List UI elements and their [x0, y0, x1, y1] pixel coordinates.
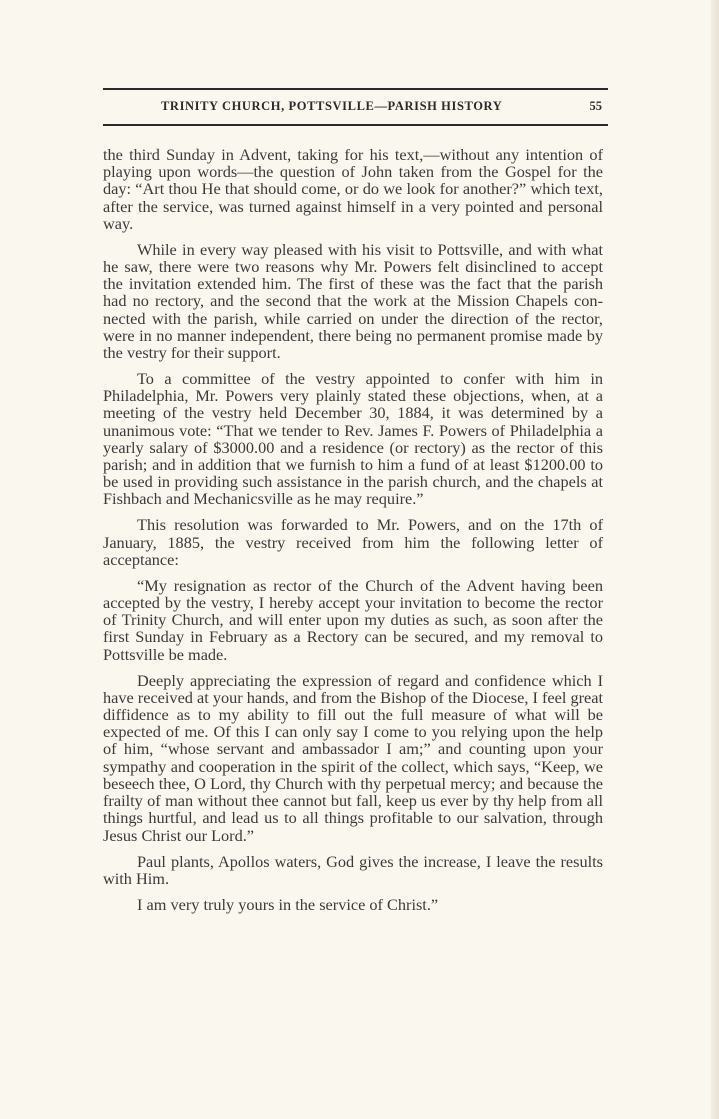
running-title: TRINITY CHURCH, POTTSVILLE—PARISH HISTORY — [161, 99, 503, 113]
letter-closing: I am very truly yours in the service of Christ.” — [137, 894, 439, 914]
header-top-rule — [103, 88, 608, 90]
paragraph-2: While in every way pleased with his visit to Pottsville, and with what he saw, there were two reasons why Mr. Powers felt disinclined to accept the invitation extended him. The first of these was the fact that the parish had no rectory, and the second that the work at the Mission Chapels connected with the parish, while carried on under the direction of the rector, were in no manner independent, there being no permanent promise made by the vestry for their support. — [103, 239, 603, 363]
letter-paragraph-1: “My resignation as rector of the Church of the Advent having been accepted by the vestry, I hereby accept your invitation to become the rector of Trinity Church, and will enter upon my duties as such, as soon after the first Sunday in February as a Rectory can be secured, and my removal to Pottsville be made. — [103, 575, 603, 664]
paragraph-3: To a committee of the vestry appointed to confer with him in Philadelphia, Mr. Powers very plainly stated these objections, when, at a meeting of the vestry held December 30, 1884, it was determined by a unanimous vote: “That we tender to Rev. James F. Powers of Philadelphia a yearly salary of $3000.00 and a residence (or rectory) as the rector of this parish; and in addition that we furnish to him a fund of at least $1200.00 to be used in providing such assistance in the parish church, and the chapels at Fishbach and Mechanicsville as he may require.” — [103, 369, 603, 509]
letter-paragraph-3: Paul plants, Apollos waters, God gives the increase, I leave the results with Him. — [103, 851, 603, 888]
letter-paragraph-2: Deeply appreciating the expression of regard and confidence which I have received at your hands, and from the Bishop of the Diocese, I feel great diffidence as to my ability to fill out the full measure of what will be expected of me. Of this I can only say I come to you relying upon the help of him, “whose servant and ambassador I am;” and counting upon your sympathy and cooperation in the spirit of the collect, which says, “Keep, we beseech thee, O Lord, thy Church with thy perpetual mercy; and because the frailty of man without thee cannot but fall, keep us ever by thy help from all things hurtful, and lead us to all things profitable to our salvation, through Jesus Christ our Lord.” — [103, 670, 604, 845]
page-number: 55 — [589, 99, 602, 113]
body-text — [103, 146, 603, 922]
paragraph-4: This resolution was forwarded to Mr. Powers, and on the 17th of January, 1885, the vestry received from him the following letter of acceptance: — [103, 515, 603, 569]
running-header — [103, 88, 608, 128]
header-bottom-rule — [103, 124, 608, 126]
paragraph-1: the third Sunday in Advent, taking for his text,—without any intention of playing upon words—the question of John taken from the Gospel for the day: “Art thou He that should come, or do we look for another?” which text, after the service, was turned against himself in a very pointed and personal way. — [103, 145, 603, 233]
